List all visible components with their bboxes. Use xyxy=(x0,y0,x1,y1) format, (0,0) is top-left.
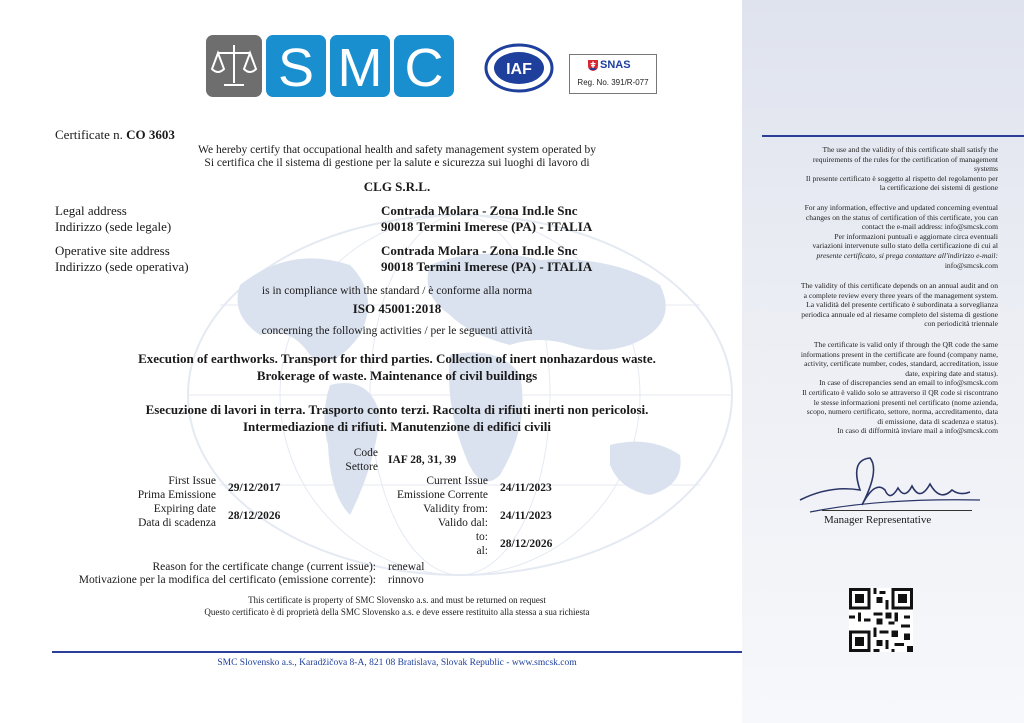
sidebar-text: In caso di difformità inviare mail a info@smcsk.com xyxy=(837,426,998,436)
legal-address-line2: 90018 Termini Imerese (PA) - ITALIA xyxy=(381,219,593,234)
expiring-label-en: Expiring date xyxy=(153,503,216,515)
sidebar-text: a complete review every three years of the management system. xyxy=(803,290,998,300)
sidebar-text: changes on the status of certification of this certificate, you can xyxy=(805,212,998,222)
slovak-shield-icon xyxy=(588,60,598,71)
sidebar-text: requirements of the rules for the certification of management xyxy=(812,154,998,164)
footer-address: SMC Slovensko a.s., Karadžičova 8-A, 821 08 Bratislava, Slovak Republic - www.smcsk.com xyxy=(217,658,577,668)
validity-to-value: 28/12/2026 xyxy=(500,538,553,550)
iaf-logo xyxy=(483,43,555,93)
certificate-number-label: Certificate n. xyxy=(55,127,123,142)
sidebar-block-qr xyxy=(766,340,998,436)
sidebar-text: In case of discrepancies send an email to info@smcsk.com xyxy=(819,378,998,388)
compliance-text: is in compliance with the standard / è conforme alla norma xyxy=(261,285,533,297)
sidebar-text: Il certificato è valido solo se attraverso il QR code si riscontrano xyxy=(802,387,998,397)
sidebar-text: systems xyxy=(973,164,998,174)
sidebar-text: Il presente certificato è soggetto al rispetto del regolamento per xyxy=(805,173,998,183)
iaf-logo-text: IAF xyxy=(506,61,532,78)
expiring-value: 28/12/2026 xyxy=(228,510,281,522)
reason-value-en: renewal xyxy=(388,561,425,573)
sidebar-text: For any information, effective and updated concerning eventual xyxy=(804,203,998,212)
activities-en-line1: Execution of earthworks. Transport for third parties. Collection of inert nonhazardous waste. xyxy=(138,351,656,366)
sidebar-text: La validità del presente certificato è subordinata a sorveglianza xyxy=(806,300,998,310)
validity-to-label-it: al: xyxy=(476,545,488,557)
sidebar-text: scopo, numero certificato, settore, norma, accreditamento, data xyxy=(806,407,998,417)
snas-registration: Reg. No. 391/R-077 xyxy=(577,78,649,87)
operative-address-label-en: Operative site address xyxy=(55,243,170,258)
activities-intro: concerning the following activities / per le seguenti attività xyxy=(261,325,533,337)
standard-name: ISO 45001:2018 xyxy=(352,301,442,316)
sidebar-text: The use and the validity of this certificate shall satisfy the xyxy=(822,145,998,154)
reason-label-it: Motivazione per la modifica del certificato (emissione corrente): xyxy=(78,574,376,586)
reason-label-en: Reason for the certificate change (current issue): xyxy=(152,561,376,573)
intro-it: Si certifica che il sistema di gestione per la salute e sicurezza sui luoghi di lavoro di xyxy=(204,157,590,169)
signature-line xyxy=(822,510,972,511)
legal-address-line1: Contrada Molara - Zona Ind.le Snc xyxy=(381,203,578,218)
code-label-en: Code xyxy=(353,447,378,459)
sidebar-block-validity xyxy=(766,281,998,329)
svg-text:S: S xyxy=(277,38,315,97)
validity-to-label-en: to: xyxy=(475,531,488,543)
snas-logo xyxy=(569,54,657,94)
manager-representative-label: Manager Representative xyxy=(824,514,932,526)
first-issue-label-en: First Issue xyxy=(168,475,216,487)
code-value: IAF 28, 31, 39 xyxy=(388,454,457,466)
footer-divider xyxy=(52,651,742,653)
legal-address-label-it: Indirizzo (sede legale) xyxy=(55,219,172,234)
sidebar-text: variazioni intervenute sullo stato della certificazione di cui al xyxy=(812,241,998,251)
operative-address-line1: Contrada Molara - Zona Ind.le Snc xyxy=(381,243,578,258)
validity-from-label-it: Valido dal: xyxy=(437,517,488,529)
reason-value-it: rinnovo xyxy=(388,574,424,586)
sidebar-text: The validity of this certificate depends on an annual audit and on xyxy=(800,281,998,290)
sidebar-text: con periodicità triennale xyxy=(924,319,998,329)
activities-it-line2: Intermediazione di rifiuti. Manutenzione di edifici civili xyxy=(242,419,551,434)
first-issue-value: 29/12/2017 xyxy=(228,482,281,494)
validity-from-label-en: Validity from: xyxy=(423,503,488,515)
code-label-it: Settore xyxy=(345,461,378,473)
sidebar-text: informations present in the certificate are found (company name, xyxy=(800,349,998,359)
svg-text:M: M xyxy=(337,38,383,97)
activities-en-line2: Brokerage of waste. Maintenance of civil buildings xyxy=(256,368,538,383)
activities-it-line1: Esecuzione di lavori in terra. Trasporto conto terzi. Raccolta di rifiuti inerti non pericolosi. xyxy=(145,402,649,417)
property-note-en: This certificate is property of SMC Slovensko a.s. and must be returned on request xyxy=(248,595,546,605)
smc-logo xyxy=(206,35,454,97)
legal-address-label-en: Legal address xyxy=(55,203,127,218)
sidebar-text: le stesse informazioni presenti nel certificato (nome azienda, xyxy=(813,397,998,407)
sidebar-text: date, expiring date and status). xyxy=(905,368,998,378)
first-issue-label-it: Prima Emissione xyxy=(137,489,216,501)
sidebar-text: activity, certificate number, codes, standard, accreditation, issue xyxy=(804,359,998,369)
intro-en: We hereby certify that occupational health and safety management system operated by xyxy=(198,144,596,156)
operative-address-line2: 90018 Termini Imerese (PA) - ITALIA xyxy=(381,259,593,274)
sidebar-text: presente certificato, si prega contattare all'indirizzo e-mail: xyxy=(816,250,998,260)
sidebar-text: di emissione, data di scadenza e status). xyxy=(877,416,998,426)
sidebar-text: contact the e-mail address: info@smcsk.com xyxy=(861,222,998,232)
current-issue-label-en: Current Issue xyxy=(426,475,488,487)
snas-title: SNAS xyxy=(600,59,631,71)
company-name: CLG S.R.L. xyxy=(363,179,431,194)
certificate-number-line xyxy=(55,128,175,142)
current-issue-value: 24/11/2023 xyxy=(500,482,552,494)
qr-code[interactable] xyxy=(849,588,913,652)
sidebar-text: Per informazioni puntuali e aggiornate circa eventuali xyxy=(834,231,998,241)
certificate-number: CO 3603 xyxy=(126,127,175,142)
validity-from-value: 24/11/2023 xyxy=(500,510,552,522)
sidebar-text: info@smcsk.com xyxy=(944,260,998,270)
sidebar-text: la certificazione dei sistemi di gestione xyxy=(879,183,998,193)
sidebar-block-contact xyxy=(766,203,998,270)
sidebar-divider xyxy=(762,135,1024,137)
sidebar-block-rules xyxy=(766,145,998,193)
current-issue-label-it: Emissione Corrente xyxy=(396,489,488,501)
operative-address-label-it: Indirizzo (sede operativa) xyxy=(55,259,189,274)
expiring-label-it: Data di scadenza xyxy=(138,517,216,529)
property-note-it: Questo certificato è di proprietà della SMC Slovensko a.s. e deve essere restituito alla stessa a sua richiesta xyxy=(204,607,590,617)
sidebar-text: periodica annuale ed al riesame completo del sistema di gestione xyxy=(801,309,998,319)
sidebar-text: The certificate is valid only if through the QR code the same xyxy=(813,340,998,349)
svg-text:C: C xyxy=(404,38,444,97)
